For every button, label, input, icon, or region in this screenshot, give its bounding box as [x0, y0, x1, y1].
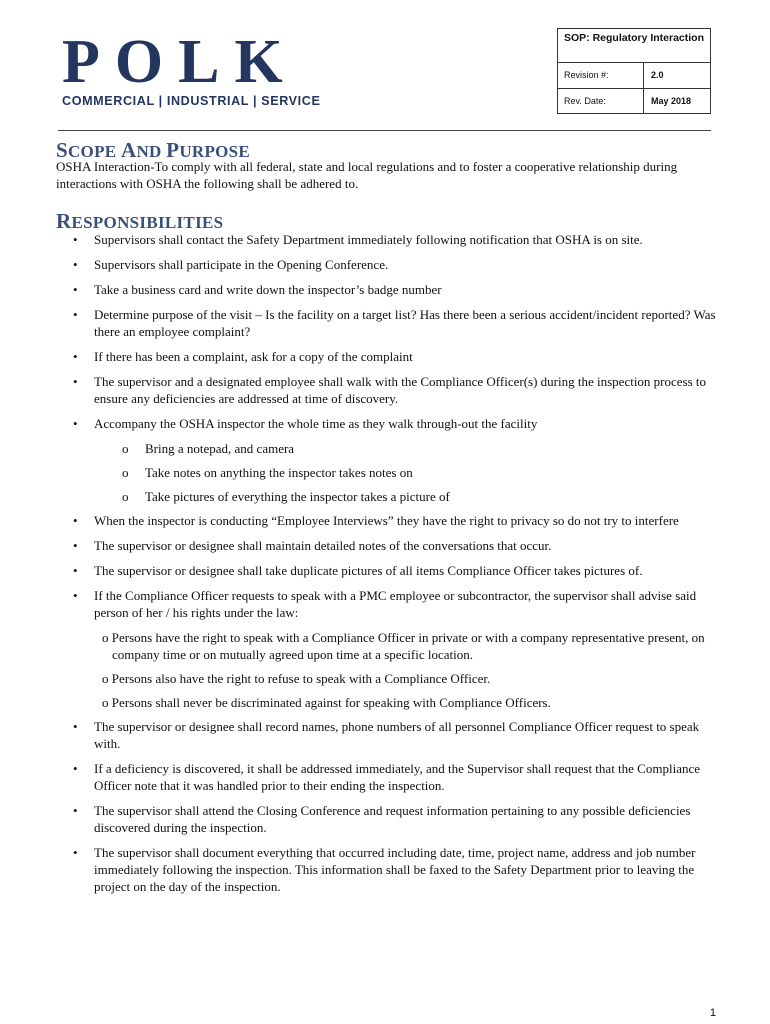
list-item-text: Supervisors shall contact the Safety Department immediately following notification that OSHA is on site.: [94, 232, 643, 247]
sub-list-item: [56, 464, 716, 481]
revision-label: Revision #:: [558, 63, 644, 88]
polk-logo: [62, 28, 321, 108]
bullet-icon: •: [73, 416, 78, 431]
sop-title: SOP: Regulatory Interaction: [558, 29, 710, 63]
list-item: [56, 231, 716, 248]
list-item: [56, 537, 716, 554]
list-item-text: The supervisor shall attend the Closing Conference and request information pertaining to any possible deficiencies discovered during the inspection.: [94, 803, 691, 835]
list-item: [56, 348, 716, 365]
list-item-text: Take a business card and write down the inspector’s badge number: [94, 282, 442, 297]
responsibilities-heading-text: RESPONSIBILITIES: [56, 209, 224, 233]
page-number: 1: [709, 1007, 716, 1019]
sub-list-item-text: Take notes on anything the inspector takes notes on: [145, 465, 413, 480]
bullet-icon: •: [73, 803, 78, 818]
rights-sub-item: o Persons shall never be discriminated against for speaking with Compliance Officers.: [102, 695, 551, 710]
list-item-text: When the inspector is conducting “Employee Interviews” they have the right to privacy so do not try to interfere: [94, 513, 679, 528]
bullet-icon: •: [73, 563, 78, 578]
rights-sub-item: o Persons also have the right to refuse to speak with a Compliance Officer.: [102, 671, 491, 686]
list-item: [56, 760, 716, 794]
circle-bullet-icon: o: [122, 489, 129, 504]
list-item: [56, 844, 716, 895]
bullet-icon: •: [73, 349, 78, 364]
list-item: [56, 306, 716, 340]
list-item: [56, 415, 716, 432]
list-item: [56, 281, 716, 298]
sop-info-table: [557, 28, 711, 114]
list-item-text: If there has been a complaint, ask for a copy of the complaint: [94, 349, 413, 364]
list-item-text: Supervisors shall participate in the Opening Conference.: [94, 257, 389, 272]
list-item: [56, 562, 716, 579]
scope-text: OSHA Interaction-To comply with all federal, state and local regulations and to foster a cooperative relationship during interactions with OSHA the following shall be adhered to.: [56, 159, 678, 191]
list-item-text: The supervisor or designee shall record names, phone numbers of all personnel Compliance Officer request to speak with.: [94, 719, 700, 751]
list-item-text: If a deficiency is discovered, it shall be addressed immediately, and the Supervisor shall request that the Compliance Officer note that it was handled prior to their ending the inspection.: [94, 761, 700, 793]
list-item: [56, 587, 716, 621]
circle-bullet-icon: o: [122, 441, 129, 456]
bullet-icon: •: [73, 232, 78, 247]
rev-date-label: Rev. Date:: [558, 89, 644, 114]
rev-date-value: May 2018: [651, 96, 692, 106]
list-item-text: The supervisor or designee shall maintain detailed notes of the conversations that occur.: [94, 538, 552, 553]
list-item-text: Determine purpose of the visit – Is the facility on a target list? Has there been a serious accident/incident reported? Was there an employee complaint?: [94, 307, 716, 339]
revision-row: [558, 63, 710, 88]
scope-heading-text: SCOPE AND PURPOSE: [56, 138, 251, 162]
list-item: [56, 802, 716, 836]
sub-list-item-text: Bring a notepad, and camera: [145, 441, 295, 456]
bullet-icon: •: [73, 845, 78, 860]
list-item: [56, 256, 716, 273]
logo-tagline: COMMERCIAL | INDUSTRIAL | SERVICE: [62, 94, 321, 108]
bullet-icon: •: [73, 538, 78, 553]
bullet-icon: •: [73, 588, 78, 603]
bullet-icon: •: [73, 282, 78, 297]
list-item-text: The supervisor shall document everything that occurred including date, time, project name, address and job number immediately following the inspection. This information shall be faxed to the Safety Department prior to leaving the project on the day of the inspection.: [94, 845, 696, 894]
circle-bullet-icon: o: [122, 465, 129, 480]
rev-date-row: [558, 88, 710, 114]
sub-list-item-text: Take pictures of everything the inspector takes a picture of: [145, 489, 450, 504]
list-item: [56, 373, 716, 407]
bullet-icon: •: [73, 513, 78, 528]
bullet-icon: •: [73, 257, 78, 272]
revision-value: 2.0: [651, 70, 664, 80]
bullet-icon: •: [73, 719, 78, 734]
sub-list-item: [56, 488, 716, 505]
bullet-icon: •: [73, 374, 78, 389]
responsibilities-list: [56, 231, 716, 903]
list-item-text: Accompany the OSHA inspector the whole time as they walk through-out the facility: [94, 416, 538, 431]
bullet-icon: •: [73, 761, 78, 776]
logo-wordmark: POLK: [62, 28, 298, 96]
bullet-icon: •: [73, 307, 78, 322]
sub-list-item: [56, 440, 716, 457]
list-item-text: The supervisor or designee shall take duplicate pictures of all items Compliance Officer takes pictures of.: [94, 563, 643, 578]
list-item: [56, 512, 716, 529]
list-item-text: If the Compliance Officer requests to speak with a PMC employee or subcontractor, the supervisor shall advise said person of her / his rights under the law:: [94, 588, 697, 620]
list-item: [56, 718, 716, 752]
header-divider: [58, 130, 711, 131]
rights-sub-item: o Persons have the right to speak with a Compliance Officer in private or with a company representative present, on company time or on mutually agreed upon time at a specific location.: [102, 630, 705, 662]
list-item-text: The supervisor and a designated employee shall walk with the Compliance Officer(s) during the inspection process to ensure any deficiencies are addressed at time of discovery.: [94, 374, 707, 406]
